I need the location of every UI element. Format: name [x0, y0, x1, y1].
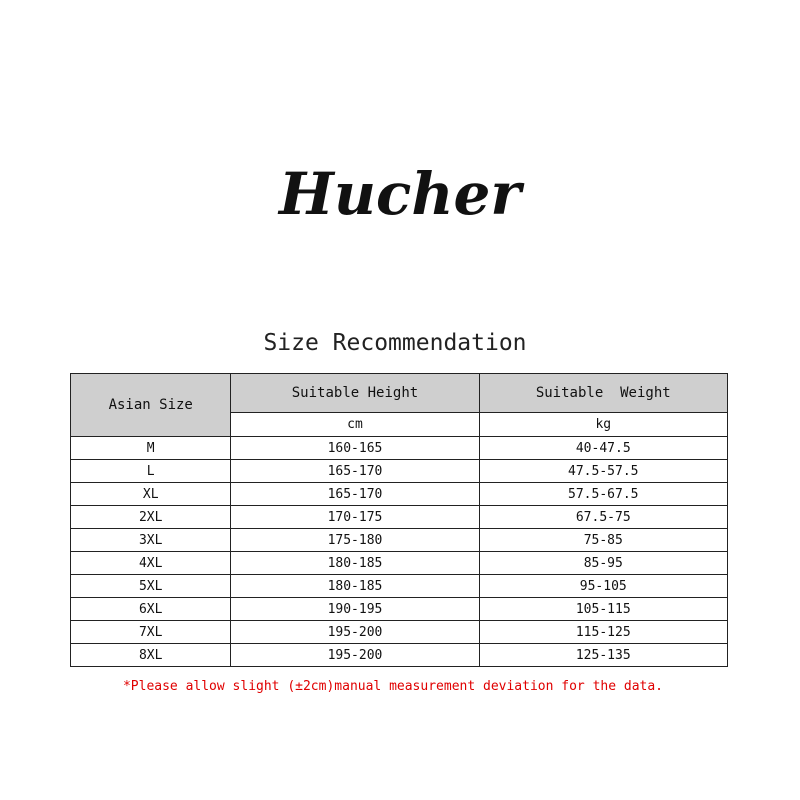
table-row — [71, 598, 728, 621]
cell-size: M — [71, 437, 231, 460]
cell-height: 195-200 — [231, 644, 479, 667]
cell-size: 8XL — [71, 644, 231, 667]
unit-height: cm — [231, 413, 479, 437]
cell-weight: 95-105 — [479, 575, 727, 598]
table-row — [71, 437, 728, 460]
cell-size: 6XL — [71, 598, 231, 621]
table-row — [71, 460, 728, 483]
cell-weight: 47.5-57.5 — [479, 460, 727, 483]
table-row — [71, 552, 728, 575]
table-row — [71, 506, 728, 529]
cell-weight: 125-135 — [479, 644, 727, 667]
cell-weight: 105-115 — [479, 598, 727, 621]
header-suitable-height: Suitable Height — [231, 374, 479, 413]
size-table — [70, 373, 728, 667]
cell-height: 180-185 — [231, 552, 479, 575]
table-header — [71, 374, 728, 437]
cell-size: 5XL — [71, 575, 231, 598]
cell-weight: 40-47.5 — [479, 437, 727, 460]
cell-size: XL — [71, 483, 231, 506]
table-row — [71, 644, 728, 667]
cell-weight: 67.5-75 — [479, 506, 727, 529]
cell-size: 3XL — [71, 529, 231, 552]
table-row — [71, 575, 728, 598]
cell-height: 160-165 — [231, 437, 479, 460]
cell-height: 170-175 — [231, 506, 479, 529]
table-row — [71, 529, 728, 552]
brand-logo-text: Hucher — [279, 160, 521, 228]
cell-size: L — [71, 460, 231, 483]
unit-weight: kg — [479, 413, 727, 437]
header-row — [71, 374, 728, 413]
table-body — [71, 437, 728, 667]
cell-size: 7XL — [71, 621, 231, 644]
cell-height: 190-195 — [231, 598, 479, 621]
cell-weight: 75-85 — [479, 529, 727, 552]
cell-weight: 85-95 — [479, 552, 727, 575]
cell-height: 180-185 — [231, 575, 479, 598]
table-row — [71, 621, 728, 644]
cell-height: 165-170 — [231, 483, 479, 506]
cell-size: 2XL — [71, 506, 231, 529]
cell-size: 4XL — [71, 552, 231, 575]
cell-weight: 115-125 — [479, 621, 727, 644]
header-asian-size: Asian Size — [71, 374, 231, 437]
cell-height: 175-180 — [231, 529, 479, 552]
cell-weight: 57.5-67.5 — [479, 483, 727, 506]
table-row — [71, 483, 728, 506]
cell-height: 165-170 — [231, 460, 479, 483]
page-title: Size Recommendation — [263, 330, 527, 356]
measurement-note: *Please allow slight (±2cm)manual measurement deviation for the data. — [122, 679, 664, 694]
header-suitable-weight: Suitable Weight — [479, 374, 727, 413]
cell-height: 195-200 — [231, 621, 479, 644]
